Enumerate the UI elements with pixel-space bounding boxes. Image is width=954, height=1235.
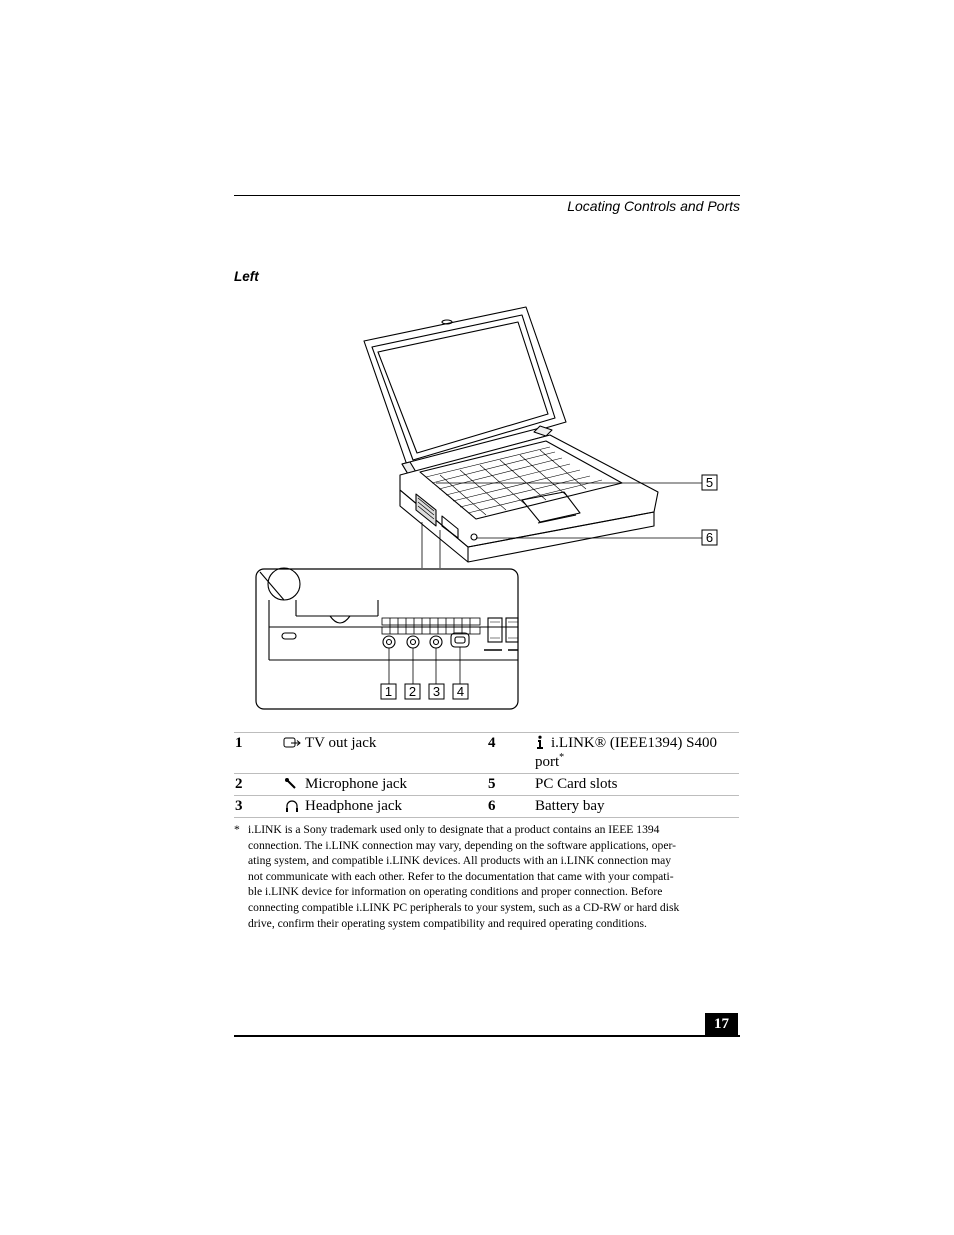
table-row [234,733,739,774]
item-description: TV out jack [283,733,488,774]
item-number: 6 [488,798,496,814]
footnote [234,822,714,931]
svg-text:2: 2 [408,684,417,699]
ilink-icon [535,735,547,750]
tv-out-icon [283,736,301,750]
callout-2 [405,684,420,699]
footer-rule [234,1035,740,1037]
ports-detail-inset [256,568,518,709]
footnote-mark: * [234,823,240,836]
item-number: 1 [235,735,243,751]
callout-1 [381,684,396,699]
table-row [234,774,739,796]
svg-text:1: 1 [384,684,393,699]
item-description: Headphone jack [283,796,488,818]
table-row [234,796,739,818]
callout-3 [429,684,444,699]
callout-6 [702,530,717,545]
svg-text:3: 3 [432,684,441,699]
headphone-icon [283,799,301,813]
running-header: Locating Controls and Ports [567,198,740,214]
item-description: PC Card slots [535,776,618,792]
item-number: 2 [235,776,243,792]
item-description: Microphone jack [283,774,488,796]
parts-table [234,732,739,818]
callout-4 [453,684,468,699]
callout-5 [702,475,717,490]
item-number: 4 [488,735,496,751]
item-description: i.LINK® (IEEE1394) S400 port* [535,735,717,770]
svg-text:5: 5 [705,475,714,490]
laptop-left-side-figure [250,300,730,712]
page-number: 17 [705,1013,738,1036]
footnote-text: i.LINK is a Sony trademark used only to designate that a product contains an IEEE 1394 connection. The i.LINK connection may vary, depending on the software applications, oper- ating system, and compatible i.LINK devices. All products with an i.LINK connection may not communicate with each other. Refer to the documentation that came with your compati- ble i.LINK device for information on operating conditions and proper connection. Before connecting compatible i.LINK PC peripherals to your system, such as a CD-RW or hard disk drive, confirm their operating system compatibility and required operating conditions. [248,823,680,930]
microphone-icon [283,777,301,791]
header-rule [234,195,740,196]
svg-text:4: 4 [456,684,465,699]
item-number: 5 [488,776,496,792]
item-description: Battery bay [535,798,605,814]
item-number: 3 [235,798,243,814]
laptop-illustration [250,300,730,712]
svg-text:6: 6 [705,530,714,545]
section-title: Left [234,269,259,284]
